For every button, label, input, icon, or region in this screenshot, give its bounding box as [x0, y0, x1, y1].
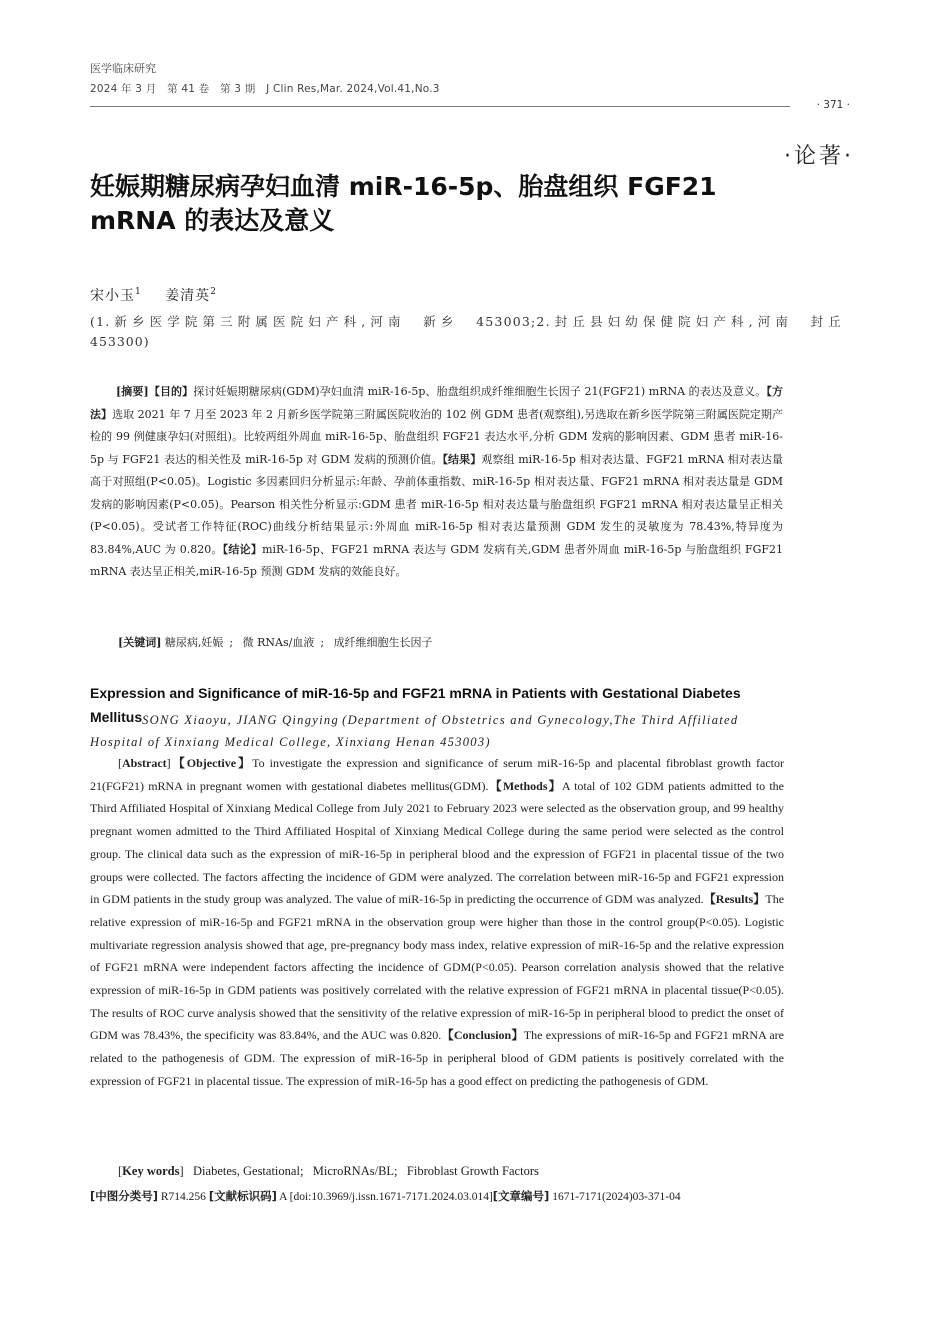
objective-text: 探讨妊娠期糖尿病(GDM)孕妇血清 miR-16-5p、胎盘组织成纤维细胞生长因子 21(FGF21) mRNA 的表达及意义。: [193, 385, 767, 398]
keyword: 成纤维细胞生长因子: [333, 636, 433, 649]
keyword: 糖尿病,妊娠: [164, 636, 224, 649]
journal-name: 医学临床研究: [90, 62, 156, 75]
results-en-text: The relative expression of miR-16-5p and FGF21 mRNA in the observation group were higher than those in the control group(P<0.05). Logistic multivariate regression analysis showed that age, pre-pregnancy body mass index, relative expression of miR-16-5p and the relative expression of FGF21 mRNA were independent factors affecting the incidence of GDM(P<0.05). Pearson correlation analysis showed that the relative expression of miR-16-5p in GDM patients was positively correlated with the relative expression of FGF21 mRNA in placental tissue(P<0.05). The results of ROC curve analysis showed that the sensitivity of the relative expression of miR-16-5p in peripheral blood to predict the onset of GDM was 78.43%, the specificity was 83.84%, and the AUC was 0.820.: [90, 892, 785, 1043]
affiliation-english: (Department of Obstetrics and Gynecology,The Third Affiliated Hospital of Xinxiang Medical College, Xinxiang Henan 453003): [90, 713, 739, 749]
methods-en-text: A total of 102 GDM patients admitted to the Third Affiliated Hospital of Xinxiang Medical College from July 2021 to February 2023 were selected as the observation group, and 99 healthy pregnant women admitted to the Third Affiliated Hospital of Xinxiang Medical College during the same period were selected as the control group. The clinical data such as the expression of miR-16-5p in peripheral blood and the expression of FGF21 in placental tissue of the two groups were collected. The factors affecting the incidence of GDM were analyzed. The correlation between miR-16-5p and FGF21 expression in GDM patients in the study group was analyzed. The value of miR-16-5p in predicting the occurrence of GDM was analyzed.: [90, 778, 785, 907]
journal-issue-line: 2024 年 3 月 第 41 卷 第 3 期 J Clin Res,Mar. 2024,Vol.41,No.3: [90, 83, 440, 95]
keyword: 微 RNAs/血液: [242, 636, 315, 649]
title-english: Expression and Significance of miR-16-5p and FGF21 mRNA in Patients with Gestational Diabetes Mellitus: [90, 685, 741, 725]
author-2-affiliation-mark: 2: [210, 287, 217, 298]
keyword-en: Diabetes, Gestational: [193, 1164, 300, 1178]
doc-code-label: [文献标识码]: [208, 1189, 277, 1203]
methods-label: 【方法】: [90, 385, 783, 421]
affiliation-chinese-line1: (1.新乡医学院第三附属医院妇产科,河南 新乡 453003;2.封丘县妇幼保健院妇产科,河南 封丘: [90, 314, 842, 329]
objective-en-label: 【Objective】: [170, 756, 253, 770]
methods-text: 选取 2021 年 7 月至 2023 年 2 月新乡医学院第三附属医院收治的 102 例 GDM 患者(观察组),另选取在新乡医学院第三附属医院定期产检的 99 例健康孕妇(对照组)。比较两组外周血 miR-16-5p、胎盘组织 FGF21 表达水平,分析 GDM 发病的影响因素、GDM 患者 miR-16-5p 与 FGF21 表达的相关性及 miR-16-5p 对 GDM 发病的预测价值。: [90, 407, 784, 466]
conclusion-label: 【结论】: [222, 542, 263, 556]
conclusion-en-label: 【Conclusion】: [441, 1028, 524, 1043]
keywords-label: [关键词]: [118, 636, 162, 649]
doc-code-value: A: [279, 1191, 287, 1203]
abstract-english: [Abstract]【Objective】To investigate the expression and significance of serum miR-16-5p and placental fibroblast growth factor 21(FGF21) mRNA in pregnant women with gestational diabetes mellitus(GDM).【Methods】A total of 102 GDM patients admitted to the Third Affiliated Hospital of Xinxiang Medical College from July 2021 to February 2023 were selected as the observation group, and 99 healthy pregnant women admitted to the Third Affiliated Hospital of Xinxiang Medical College during the same period were selected as the control group. The clinical data such as the expression of miR-16-5p in peripheral blood and the expression of FGF21 in placental tissue of the two groups were collected. The factors affecting the incidence of GDM were analyzed. The correlation between miR-16-5p and FGF21 expression in GDM patients in the study group was analyzed. The value of miR-16-5p in predicting the occurrence of GDM was analyzed.【Results】The relative expression of miR-16-5p and FGF21 mRNA in the observation group were higher than those in the control group(P<0.05). Logistic multivariate regression analysis showed that age, pre-pregnancy body mass index, relative expression of miR-16-5p and the relative expression of FGF21 mRNA were independent factors affecting the incidence of GDM(P<0.05). Pearson correlation analysis showed that the relative expression of miR-16-5p in GDM patients was positively correlated with the relative expression of FGF21 mRNA in placental tissue(P<0.05). The results of ROC curve analysis showed that the sensitivity of the relative expression of miR-16-5p in peripheral blood to predict the onset of GDM was 78.43%, the specificity was 83.84%, and the AUC was 0.820.【Conclusion】The expressions of miR-16-5p and FGF21 mRNA are related to the pathogenesis of GDM. The expression of miR-16-5p in peripheral blood of GDM patients is positively correlated with the expression of FGF21 in placental tissue. The expression of miR-16-5p has a good effect on predicting the pathogenesis of GDM.: [90, 756, 785, 1088]
clc-value: R714.256: [160, 1191, 206, 1203]
page-number: · 371 ·: [816, 99, 850, 111]
abstract-label: [摘要]: [116, 385, 149, 398]
classification-line: [90, 1188, 681, 1204]
article-no-value: 1671-7171(2024)03-371-04: [552, 1191, 681, 1203]
title-chinese: 妊娠期糖尿病孕妇血清 miR-16-5p、胎盘组织 FGF21 mRNA 的表达及意义: [90, 172, 717, 235]
keywords-en-label: Key words: [122, 1164, 180, 1178]
clc-label: [中图分类号]: [90, 1189, 159, 1203]
author-2: 姜清英: [165, 288, 211, 304]
keyword-en: MicroRNAs/BL: [312, 1164, 395, 1178]
conclusion-text: miR-16-5p、FGF21 mRNA 表达与 GDM 发病有关,GDM 患者外周血 miR-16-5p 与胎盘组织 FGF21 mRNA 表达呈正相关,miR-16-5p 预测 GDM 发病的效能良好。: [90, 542, 784, 578]
keyword-en: Fibroblast Growth Factors: [406, 1164, 539, 1178]
objective-label: 【目的】: [148, 385, 194, 398]
keywords-english: [Key words] Diabetes, Gestational; MicroRNAs/BL; Fibroblast Growth Factors: [118, 1164, 539, 1178]
results-text: 观察组 miR-16-5p 相对表达量、FGF21 mRNA 相对表达量高于对照组(P<0.05)。Logistic 多因素回归分析显示:年龄、孕前体重指数、miR-16-5p 相对表达量、FGF21 mRNA 相对表达量是 GDM 发病的影响因素(P<0.05)。Pearson 相关性分析显示:GDM 患者 miR-16-5p 相对表达量与胎盘组织 FGF21 mRNA 相对表达量呈正相关(P<0.05)。受试者工作特征(ROC)曲线分析结果显示:外周血 miR-16-5p 相对表达量预测 GDM 发生的灵敏度为 78.43%,特异度为 83.84%,AUC 为 0.820。: [90, 452, 783, 556]
section-label: ·论著·: [784, 144, 854, 169]
authors-english: SONG Xiaoyu, JIANG Qingying: [142, 713, 340, 727]
authors-chinese: [90, 285, 235, 305]
byline-english: [90, 708, 784, 753]
author-1: 宋小玉: [90, 288, 135, 304]
results-en-label: 【Results】: [703, 892, 766, 907]
header-rule: [90, 106, 790, 107]
abstract-en-label: Abstract: [122, 756, 167, 770]
author-1-affiliation-mark: 1: [135, 287, 142, 298]
affiliation-chinese-line2: 453300): [90, 334, 150, 349]
results-label: 【结果】: [442, 452, 482, 466]
objective-en-text: To investigate the expression and significance of serum miR-16-5p and placental fibroblast growth factor 21(FGF21) mRNA in pregnant women with gestational diabetes mellitus(GDM).: [90, 756, 784, 793]
methods-en-label: 【Methods】: [488, 778, 562, 793]
article-no-label: [文章编号]: [492, 1189, 550, 1203]
keywords-chinese: [关键词] 糖尿病,妊娠 ; 微 RNAs/血液 ; 成纤维细胞生长因子: [118, 636, 433, 649]
conclusion-en-text: The expressions of miR-16-5p and FGF21 mRNA are related to the pathogenesis of GDM. The expression of miR-16-5p in peripheral blood of GDM patients is positively correlated with the expression of FGF21 in placental tissue. The expression of miR-16-5p has a good effect on predicting the pathogenesis of GDM.: [90, 1028, 784, 1088]
abstract-chinese: [90, 381, 783, 584]
doi: [doi:10.3969/j.issn.1671-7171.2024.03.014]: [289, 1191, 493, 1203]
